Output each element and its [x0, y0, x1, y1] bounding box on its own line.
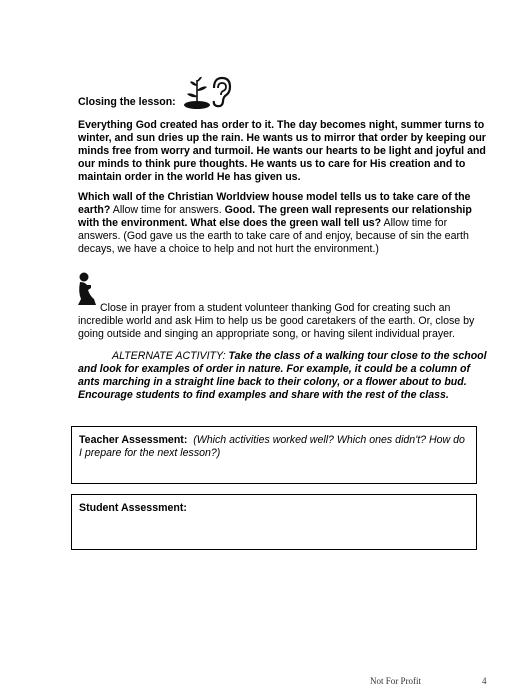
ear-icon	[210, 76, 232, 108]
praying-figure-icon	[76, 272, 98, 306]
teacher-assessment-label: Teacher Assessment:	[79, 434, 188, 446]
student-assessment-box	[71, 494, 477, 550]
alternate-activity-paragraph	[78, 350, 488, 402]
plant-icon	[182, 74, 212, 110]
student-assessment-content	[79, 502, 468, 515]
closing-heading-row	[78, 74, 278, 110]
green-wall-answer: Good. The green wall represents our relationship with the environment. What else does the green wall tell us?	[78, 204, 472, 229]
teacher-assessment-prompt: (Which activities worked well? Which ones didn't? How do I prepare for the next lesson?)	[79, 434, 465, 459]
closing-label: Closing the lesson:	[78, 96, 176, 108]
prayer-paragraph	[78, 302, 488, 341]
teacher-assessment-content	[79, 434, 468, 460]
allow-time-text-2: Allow time for answers. (God gave us the earth to take care of and enjoy, because of sin the earth decays, we have a choice to help and not hurt the environment.)	[78, 217, 469, 255]
green-wall-question: Which wall of the Christian Worldview house model tells us to take care of the earth?	[78, 191, 471, 216]
allow-time-text-1: Allow time for answers.	[110, 204, 225, 216]
prayer-text: Close in prayer from a student volunteer thanking God for creating such an incredible world and ask Him to help us be good caretakers of the earth. Or, close by going outside and singing an appropriate song, or having silent individual prayer.	[78, 302, 475, 340]
lesson-paragraph-green-wall	[78, 191, 488, 256]
alternate-activity-text: Take the class of a walking tour close to the school and look for examples of order in nature. For example, it could be a column of ants marching in a straight line back to their colony, or a flower about to bud. Encourage students to find examples and share with the rest of the class.	[78, 350, 487, 401]
page-number: 4	[482, 676, 487, 686]
lesson-paragraph-order: Everything God created has order to it. The day becomes night, summer turns to winter, and sun dries up the rain. He wants us to mirror that order by keeping our minds free from worry and turmoil. He wants our hearts to be light and joyful and our minds to think pure thoughts. He wants us to care for His creation and to maintain order in the world He has given us.	[78, 119, 486, 183]
student-assessment-label: Student Assessment:	[79, 502, 187, 514]
footer-not-for-profit: Not For Profit	[370, 676, 422, 686]
alternate-activity-label: ALTERNATE ACTIVITY:	[112, 350, 226, 362]
teacher-assessment-box	[71, 426, 477, 484]
